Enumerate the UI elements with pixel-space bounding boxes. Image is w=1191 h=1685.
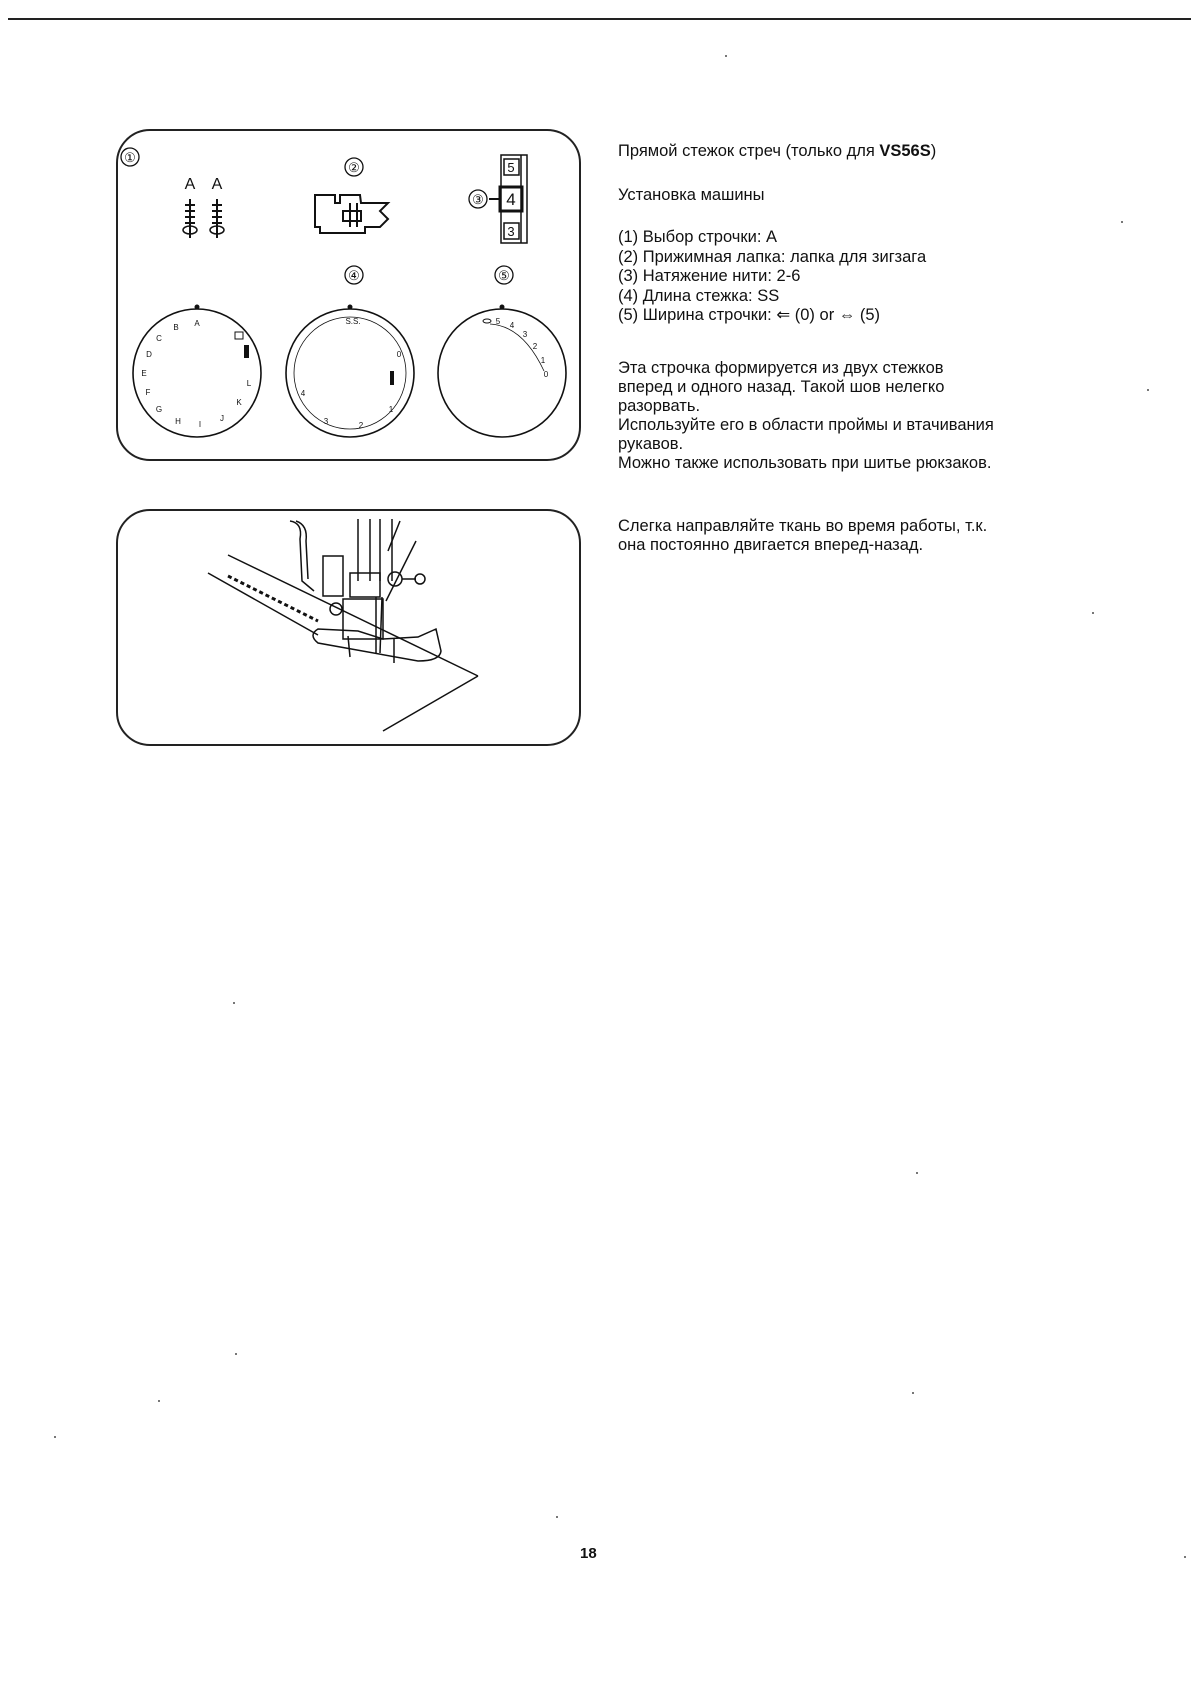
scan-speck <box>1147 389 1149 391</box>
setting-presser-foot: (2) Прижимная лапка: лапка для зигзага <box>618 247 927 266</box>
width-mark-5: 5 <box>495 317 501 326</box>
marker-5: ⑤ <box>498 268 510 283</box>
stitch-width-dial <box>438 305 566 438</box>
stitch-letter-a-right: A <box>211 176 223 193</box>
length-mark-4: 4 <box>300 389 306 398</box>
stitch-letter-a-left: A <box>184 176 196 193</box>
setup-heading: Установка машины <box>618 186 765 204</box>
model-name: VS56S <box>879 142 931 160</box>
section-title-close: ) <box>930 142 937 160</box>
stitch-pattern-icon <box>183 199 224 238</box>
setting-width: (5) Ширина строчки: ⇐ (0) or ⇔ (5) <box>618 306 881 324</box>
stitch-length-dial <box>286 305 414 438</box>
section-title-text: Прямой стежок стреч (только для <box>618 142 880 160</box>
description-line: рукавов. <box>618 435 684 453</box>
pattern-letter-h: H <box>175 417 181 426</box>
scan-speck <box>916 1172 918 1174</box>
length-mark-0: 0 <box>396 350 402 359</box>
settings-figure-svg <box>118 131 579 459</box>
pattern-letter-b: B <box>173 323 179 332</box>
section-title <box>618 142 936 161</box>
settings-figure <box>116 129 581 461</box>
setting-tension: (3) Натяжение нити: 2-6 <box>618 267 801 285</box>
pattern-letter-g: G <box>155 405 163 414</box>
scan-speck <box>54 1436 56 1438</box>
scan-speck <box>233 1002 235 1004</box>
top-rule <box>8 18 1191 20</box>
width-mark-3: 3 <box>522 330 528 339</box>
description-line: разорвать. <box>618 397 701 415</box>
marker-2: ② <box>348 160 360 175</box>
length-mark-3: 3 <box>323 417 329 426</box>
pattern-selector-dial <box>133 305 261 438</box>
tension-value-3: 3 <box>507 224 515 239</box>
description-paragraph <box>618 359 1098 473</box>
scan-speck <box>1092 612 1094 614</box>
guidance-line: Слегка направляйте ткань во время работы, т.к. <box>618 517 988 535</box>
scan-speck <box>725 55 727 57</box>
scan-speck <box>556 1516 558 1518</box>
setting-pattern: (1) Выбор строчки: А <box>618 228 778 246</box>
guidance-paragraph <box>618 517 1098 555</box>
length-mark-2: 2 <box>358 421 364 430</box>
marker-3: ③ <box>472 192 484 207</box>
tension-value-4: 4 <box>506 190 516 209</box>
width-mark-0: 0 <box>543 370 549 379</box>
setting-length: (4) Длина стежка: SS <box>618 286 780 305</box>
scan-speck <box>912 1392 914 1394</box>
scan-speck <box>1184 1556 1186 1558</box>
scan-speck <box>1121 221 1123 223</box>
pattern-letter-d: D <box>146 350 152 359</box>
description-line: Используйте его в области проймы и втачивания <box>618 416 994 434</box>
width-mark-1: 1 <box>540 356 546 365</box>
pattern-letter-f: F <box>145 388 151 397</box>
width-mark-4: 4 <box>509 321 515 330</box>
pattern-letter-e: E <box>141 369 147 378</box>
pattern-letter-k: K <box>236 398 242 407</box>
width-mark-2: 2 <box>532 342 538 351</box>
guidance-line: она постоянно двигается вперед-назад. <box>618 536 924 554</box>
description-line: Эта строчка формируется из двух стежков <box>618 359 944 377</box>
marker-4: ④ <box>348 268 360 283</box>
scan-speck <box>235 1353 237 1355</box>
pattern-letter-a: A <box>194 319 200 328</box>
settings-list <box>618 228 926 326</box>
sewing-figure <box>116 509 581 746</box>
pattern-letter-i: I <box>198 420 202 429</box>
description-line: вперед и одного назад. Такой шов нелегко <box>618 378 945 396</box>
pattern-letter-l: L <box>246 379 252 388</box>
length-mark-ss: S.S. <box>345 317 361 326</box>
length-mark-1: 1 <box>388 405 394 414</box>
marker-1: ① <box>124 150 136 165</box>
description-line: Можно также использовать при шитье рюкзаков. <box>618 454 992 472</box>
pattern-letter-j: J <box>220 414 224 423</box>
scan-speck <box>158 1400 160 1402</box>
page-number: 18 <box>580 1545 597 1562</box>
tension-value-5: 5 <box>507 160 515 175</box>
pattern-letter-c: C <box>156 334 162 343</box>
sewing-illustration <box>118 511 579 744</box>
zigzag-foot-icon <box>315 195 388 233</box>
